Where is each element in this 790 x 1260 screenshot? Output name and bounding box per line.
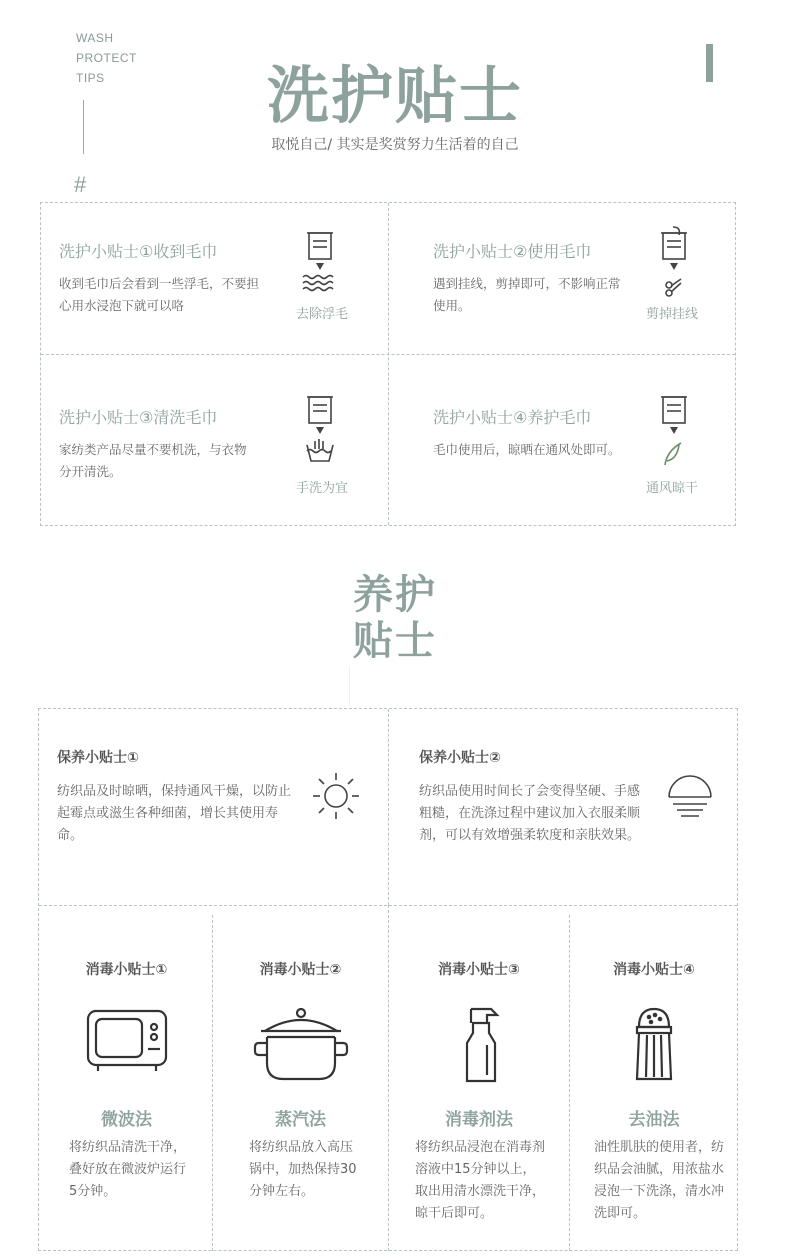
divider	[41, 354, 735, 355]
wash-tip-desc: 遇到挂线，剪掉即可，不影响正常使用。	[433, 276, 621, 313]
care-tips-grid	[38, 708, 738, 1251]
wash-tip-caption: 剪掉挂线	[646, 307, 699, 322]
wash-tips-grid	[40, 202, 736, 526]
care-title-line: 养护	[353, 572, 437, 618]
hash-mark: #	[74, 172, 87, 197]
disinfect-method-name: 蒸汽法	[275, 1110, 326, 1130]
wash-tip-caption: 去除浮毛	[296, 307, 349, 322]
wash-tip-card	[433, 405, 723, 515]
microwave-icon	[39, 1005, 214, 1075]
tagline-line: PROTECT	[76, 51, 137, 65]
disinfect-tip-card	[570, 915, 738, 1251]
care-section-title	[0, 572, 790, 664]
disinfect-tip-card	[389, 915, 569, 1251]
page-title: 洗护贴士	[266, 59, 523, 132]
care-tip-desc: 纺织品及时晾晒，保持通风干燥，以防止起霉点或滋生各种细菌，增长其使用寿命。	[57, 784, 292, 843]
disinfect-tip-title: 消毒小贴士③	[438, 962, 520, 978]
sun-icon	[311, 771, 361, 825]
care-tip-card	[419, 747, 651, 847]
tagline-line: TIPS	[76, 71, 105, 85]
disinfect-tip-desc: 将纺织品清洗干净，叠好放在微波炉运行5分钟。	[69, 1140, 187, 1199]
care-tip-desc: 纺织品使用时间长了会变得坚硬、手感粗糙，在洗涤过程中建议加入衣服柔顺剂，可以有效增强柔软度和亲肤效果。	[419, 784, 641, 843]
disinfect-tip-title: 消毒小贴士④	[613, 962, 695, 978]
towel-leaf-icon	[643, 391, 703, 471]
pot-icon	[213, 1005, 388, 1085]
wash-tip-title: 洗护小贴士④养护毛巾	[433, 408, 592, 427]
wash-tip-desc: 毛巾使用后，晾晒在通风处即可。	[433, 442, 621, 457]
wash-tip-title: 洗护小贴士②使用毛巾	[433, 242, 592, 261]
disinfect-tip-desc: 将纺织品放入高压锅中，加热保持30分钟左右。	[249, 1140, 357, 1199]
page-subtitle: 取悦自己/ 其实是奖赏努力生活着的自己	[271, 137, 519, 153]
disinfect-tip-desc: 将纺织品浸泡在消毒剂溶液中15分钟以上，取出用清水漂洗干净，晾干后即可。	[415, 1140, 546, 1221]
sunset-icon	[665, 769, 715, 823]
disinfect-method-name: 去油法	[628, 1110, 680, 1130]
disinfect-tip-title: 消毒小贴士②	[259, 962, 342, 978]
spray-bottle-icon	[389, 1005, 569, 1085]
towel-handwash-icon	[289, 391, 349, 471]
salt-shaker-icon	[570, 1005, 738, 1085]
tagline-line: WASH	[76, 31, 114, 45]
wash-tip-card	[433, 239, 723, 339]
care-tip-title: 保养小贴士①	[57, 750, 139, 766]
towel-water-icon	[289, 227, 349, 299]
disinfect-tip-desc: 油性肌肤的使用者，纺织品会油腻，用浓盐水浸泡一下洗涤，清水冲洗即可。	[594, 1140, 725, 1221]
disinfect-tip-title: 消毒小贴士①	[85, 962, 168, 978]
care-title-line: 贴士	[353, 618, 437, 664]
wash-tip-card	[59, 239, 369, 339]
divider	[388, 709, 389, 905]
wash-tip-title: 洗护小贴士①收到毛巾	[59, 242, 218, 261]
care-tip-title: 保养小贴士②	[419, 750, 501, 766]
wash-tip-caption: 通风晾干	[646, 481, 699, 496]
wash-tip-desc: 家纺类产品尽量不要机洗，与衣物分开清洗。	[59, 442, 247, 479]
disinfect-tip-card	[39, 915, 214, 1251]
wash-tip-desc: 收到毛巾后会看到一些浮毛，不要担心用水浸泡下就可以咯	[59, 276, 260, 313]
wash-tip-card	[59, 405, 369, 515]
wash-tip-title: 洗护小贴士③清洗毛巾	[59, 408, 218, 427]
decorative-line	[349, 666, 350, 706]
disinfect-tip-card	[213, 915, 388, 1251]
divider	[388, 203, 389, 525]
wash-tip-caption: 手洗为宜	[296, 481, 349, 496]
care-tip-card	[57, 747, 297, 847]
towel-scissors-icon	[643, 223, 703, 299]
disinfect-method-name: 微波法	[101, 1110, 152, 1130]
disinfect-method-name: 消毒剂法	[445, 1110, 513, 1130]
